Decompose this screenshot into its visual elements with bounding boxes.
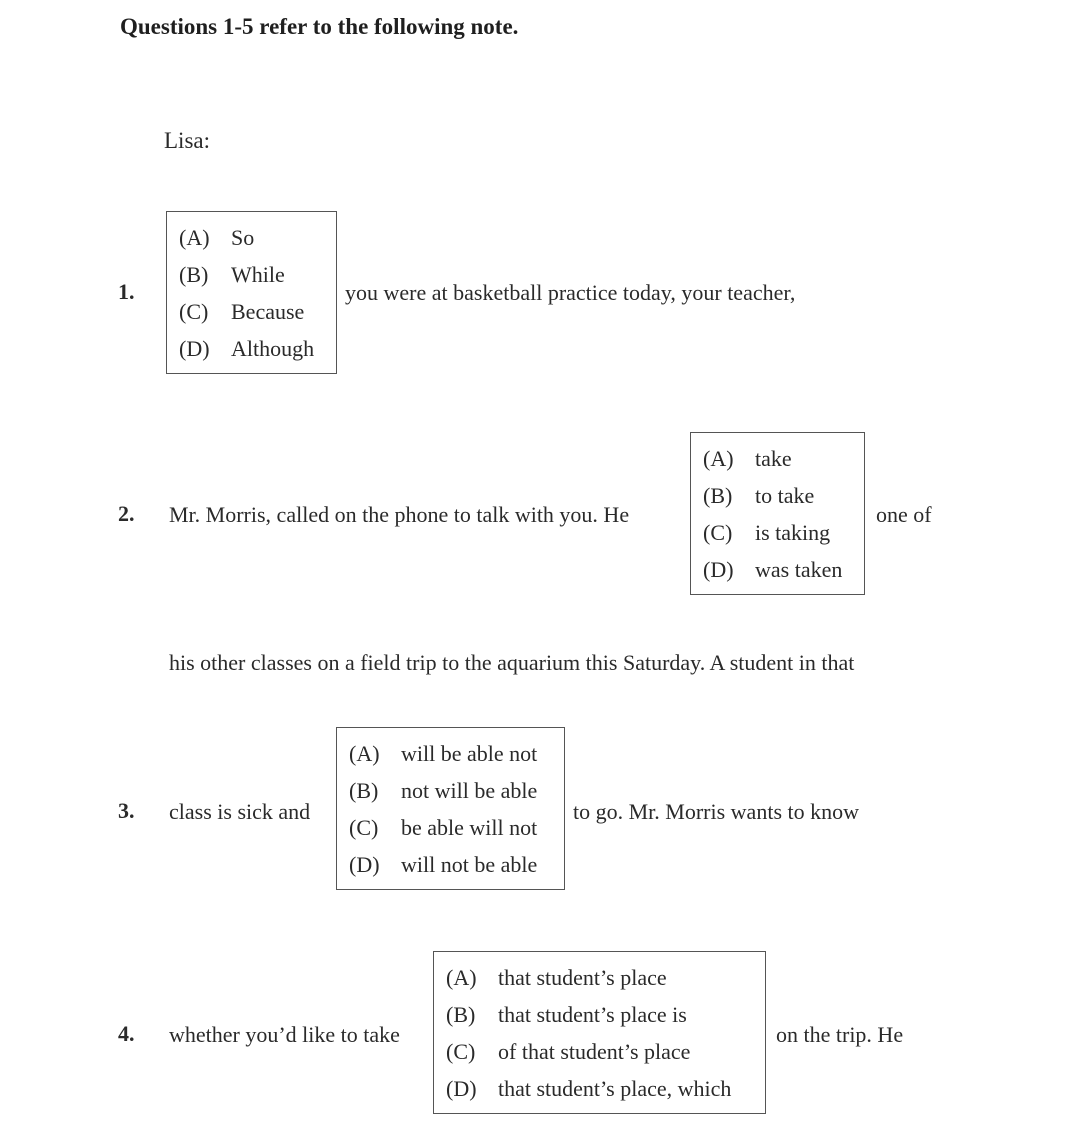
sentence-text-after: you were at basketball practice today, your teacher, — [345, 280, 796, 305]
sentence-text-after: one of — [876, 502, 932, 527]
choice-option[interactable] — [179, 293, 326, 330]
choice-option[interactable] — [703, 477, 854, 514]
answer-choices-box — [690, 432, 865, 595]
choice-option[interactable] — [179, 219, 326, 256]
choice-text: So — [231, 224, 255, 250]
choice-text: to take — [755, 482, 815, 508]
choice-text: that student’s place — [498, 964, 667, 990]
choice-option[interactable] — [179, 330, 326, 367]
choice-letter: (A) — [446, 964, 477, 990]
answer-choices-box — [336, 727, 565, 890]
choice-letter: (A) — [703, 445, 734, 471]
choice-option[interactable] — [446, 996, 755, 1033]
choice-text: that student’s place is — [498, 1001, 687, 1027]
choice-letter: (C) — [349, 814, 379, 840]
choice-text: Because — [231, 298, 305, 324]
choice-option[interactable] — [446, 959, 755, 996]
answer-choices-box — [433, 951, 766, 1114]
choice-option[interactable] — [349, 809, 554, 846]
question-number: 2. — [118, 501, 135, 526]
choice-letter: (D) — [179, 335, 210, 361]
choice-option[interactable] — [349, 735, 554, 772]
choice-letter: (A) — [349, 740, 380, 766]
choice-letter: (C) — [179, 298, 209, 324]
choice-text: not will be able — [401, 777, 538, 803]
sentence-text-before: Mr. Morris, called on the phone to talk with you. He — [169, 502, 630, 527]
choice-text: be able will not — [401, 814, 538, 840]
choice-text: While — [231, 261, 285, 287]
sentence-text-before: class is sick and — [169, 799, 311, 824]
question-number: 3. — [118, 798, 135, 823]
choice-letter: (C) — [703, 519, 733, 545]
choice-text: take — [755, 445, 792, 471]
choice-letter: (D) — [446, 1075, 477, 1101]
choice-text: will be able not — [401, 740, 538, 766]
choice-text: of that student’s place — [498, 1038, 691, 1064]
answer-choices-box — [166, 211, 337, 374]
choice-letter: (D) — [349, 851, 380, 877]
choice-option[interactable] — [349, 772, 554, 809]
choice-letter: (C) — [446, 1038, 476, 1064]
question-number: 1. — [118, 279, 135, 304]
note-salutation: Lisa: — [164, 128, 210, 153]
choice-letter: (B) — [446, 1001, 476, 1027]
choice-option[interactable] — [446, 1033, 755, 1070]
sentence-continuation: his other classes on a field trip to the aquarium this Saturday. A student in that — [169, 650, 855, 675]
choice-option[interactable] — [349, 846, 554, 883]
choice-option[interactable] — [703, 551, 854, 588]
choice-letter: (D) — [703, 556, 734, 582]
sentence-text-after: to go. Mr. Morris wants to know — [573, 799, 859, 824]
choice-text: that student’s place, which — [498, 1075, 732, 1101]
choice-option[interactable] — [703, 514, 854, 551]
choice-option[interactable] — [446, 1070, 755, 1107]
choice-letter: (B) — [349, 777, 379, 803]
choice-letter: (B) — [703, 482, 733, 508]
choice-text: is taking — [755, 519, 831, 545]
choice-text: will not be able — [401, 851, 538, 877]
choice-option[interactable] — [703, 440, 854, 477]
choice-text: was taken — [755, 556, 843, 582]
question-number: 4. — [118, 1021, 135, 1046]
choice-letter: (B) — [179, 261, 209, 287]
page-title: Questions 1-5 refer to the following note. — [120, 14, 519, 39]
sentence-text-before: whether you’d like to take — [169, 1022, 400, 1047]
choice-letter: (A) — [179, 224, 210, 250]
sentence-text-after: on the trip. He — [776, 1022, 904, 1047]
choice-text: Although — [231, 335, 315, 361]
choice-option[interactable] — [179, 256, 326, 293]
